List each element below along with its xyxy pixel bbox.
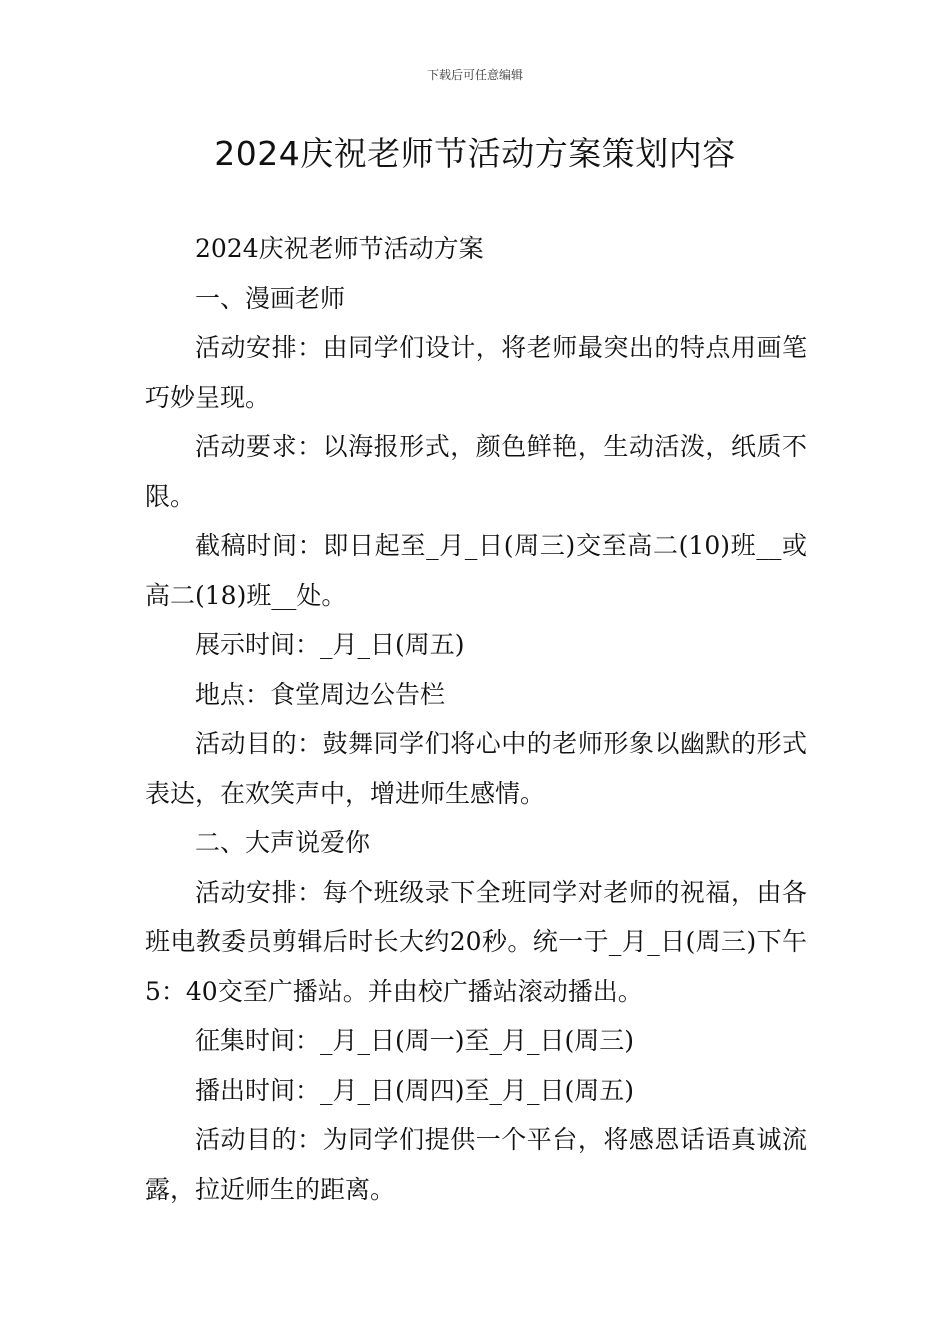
paragraph-subtitle: 2024庆祝老师节活动方案 bbox=[195, 234, 484, 263]
paragraph: 地点：食堂周边公告栏 bbox=[195, 679, 446, 709]
document-title: 2024庆祝老师节活动方案策划内容 bbox=[214, 134, 736, 173]
section-heading-2: 二、大声说爱你 bbox=[195, 828, 371, 857]
paragraph: 截稿时间：即日起至_月_日(周三)交至高二(10)班__或高二(18)班__处。 bbox=[145, 531, 807, 610]
section-heading-1: 一、漫画老师 bbox=[195, 283, 346, 313]
header-note: 下载后可任意编辑 bbox=[426, 68, 523, 82]
paragraph: 征集时间：_月_日(周一)至_月_日(周三) bbox=[195, 1026, 635, 1055]
paragraph: 活动安排：每个班级录下全班同学对老师的祝福，由各班电教委员剪辑后时长大约20秒。统一于_月_日(周三)下午5：40交至广播站。并由校广播站滚动播出。 bbox=[145, 877, 807, 1006]
paragraph: 活动目的：为同学们提供一个平台，将感恩话语真诚流露，拉近师生的距离。 bbox=[145, 1125, 807, 1204]
paragraph: 播出时间：_月_日(周四)至_月_日(周五) bbox=[195, 1075, 635, 1105]
paragraph: 展示时间：_月_日(周五) bbox=[195, 630, 465, 659]
document-body bbox=[145, 224, 807, 1214]
paragraph: 活动要求：以海报形式，颜色鲜艳，生动活泼，纸质不限。 bbox=[145, 432, 807, 511]
paragraph: 活动目的：鼓舞同学们将心中的老师形象以幽默的形式表达，在欢笑声中，增进师生感情。 bbox=[145, 729, 807, 808]
paragraph: 活动安排：由同学们设计，将老师最突出的特点用画笔巧妙呈现。 bbox=[145, 333, 807, 412]
